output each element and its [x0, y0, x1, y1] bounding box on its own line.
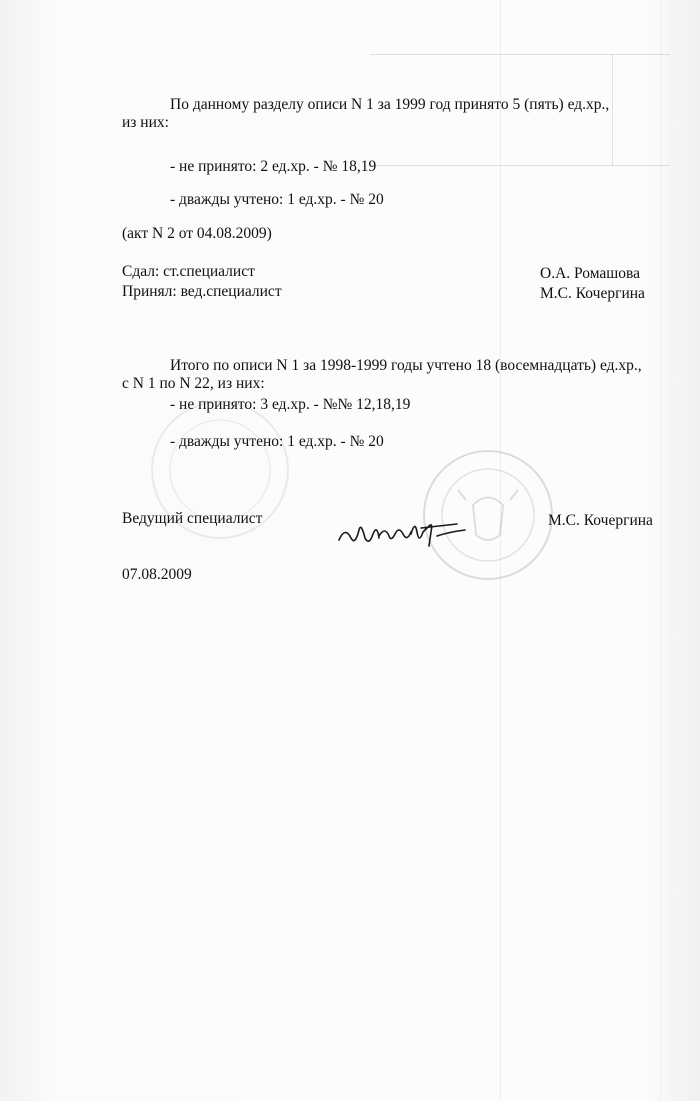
intro-line-2: из них: — [122, 114, 169, 131]
accepted-role: Принял: вед.специалист — [122, 283, 282, 300]
total-line-2: с N 1 по N 22, из них: — [122, 375, 265, 392]
bleed-through-line — [660, 0, 661, 1101]
not-accepted-line: - не принято: 3 ед.хр. - №№ 12,18,19 — [170, 396, 411, 413]
lead-specialist-role: Ведущий специалист — [122, 510, 263, 527]
intro-line-1: По данному разделу описи N 1 за 1999 год принято 5 (пять) ед.хр., — [170, 96, 610, 113]
lead-specialist-name: М.С. Кочергина — [548, 512, 653, 529]
act-reference: (акт N 2 от 04.08.2009) — [122, 225, 272, 242]
handwritten-signature-icon — [333, 512, 473, 552]
document-date: 07.08.2009 — [122, 566, 192, 583]
handed-over-name: О.А. Ромашова — [540, 265, 640, 282]
bleed-through-line — [370, 54, 670, 55]
bleed-through-line — [612, 54, 613, 166]
handed-over-role: Сдал: ст.специалист — [122, 263, 255, 280]
total-line-1: Итого по описи N 1 за 1998-1999 годы учтено 18 (восемнадцать) ед.хр., — [170, 357, 642, 374]
double-counted-line: - дважды учтено: 1 ед.хр. - № 20 — [170, 191, 384, 208]
bleed-through-line — [370, 165, 670, 166]
accepted-name: М.С. Кочергина — [540, 285, 645, 302]
not-accepted-line: - не принято: 2 ед.хр. - № 18,19 — [170, 158, 377, 175]
double-counted-line: - дважды учтено: 1 ед.хр. - № 20 — [170, 433, 384, 450]
